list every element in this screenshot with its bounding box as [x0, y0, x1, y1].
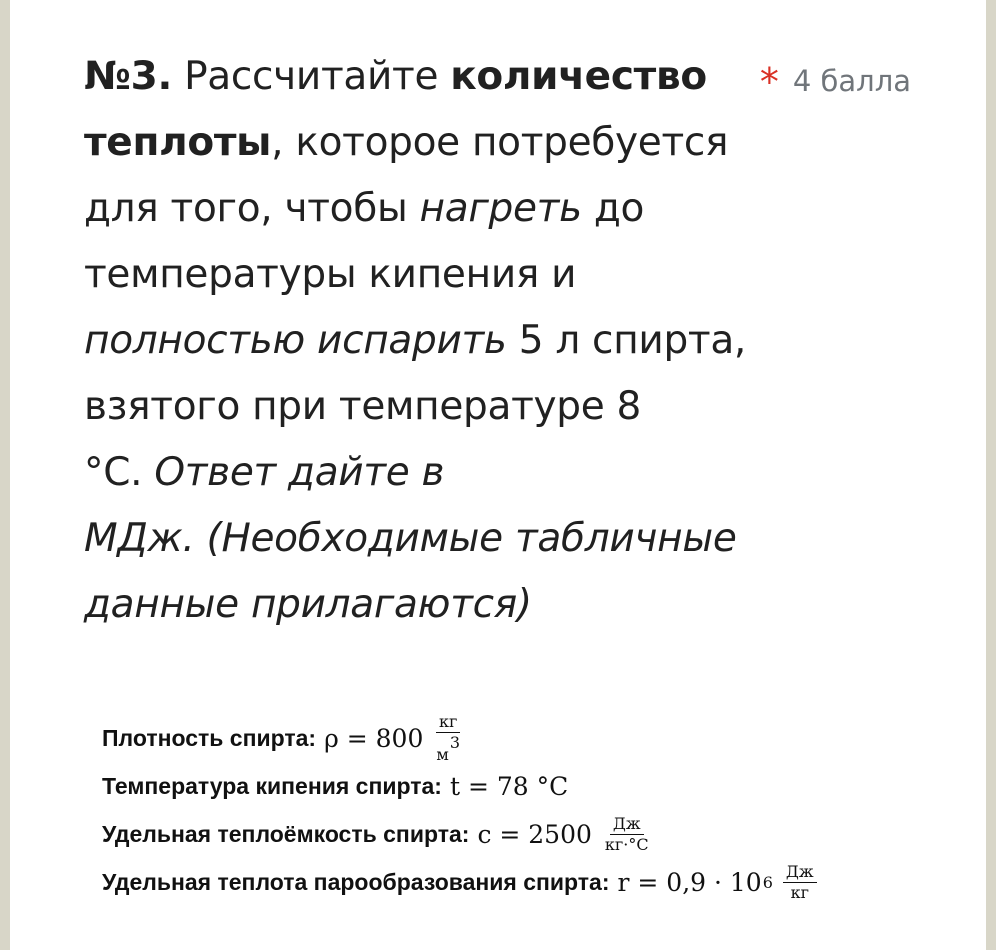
vaporization-label: Удельная теплота парообразования спирта: [102, 868, 610, 895]
question-segment: нагреть [419, 186, 582, 231]
heat-capacity-label: Удельная теплоёмкость спирта: [102, 820, 470, 847]
vaporization-formula [618, 863, 817, 902]
question-segment: , которое потребуется [271, 120, 729, 165]
density-unit-den: $м^3$ [436, 732, 460, 764]
density-formula [324, 713, 463, 764]
density-label: Плотность спирта: [102, 724, 317, 751]
heat-capacity-row [102, 810, 817, 858]
question-segment: количество [450, 54, 707, 99]
question-segment: полностью испарить [84, 318, 507, 363]
boiling-formula: t = 78 °C [449, 771, 569, 801]
question-card [10, 0, 986, 950]
question-segment: №3. [84, 54, 172, 99]
density-row [102, 711, 817, 764]
question-segment: температуры кипения и [84, 252, 577, 297]
vaporization-unit-den: кг [790, 882, 809, 902]
heat-capacity-unit [602, 815, 652, 854]
density-unit [433, 713, 463, 764]
points-label: 4 балла [792, 64, 911, 98]
question-line [84, 44, 784, 110]
question-text [84, 44, 784, 638]
points-indicator [760, 60, 911, 104]
question-segment: взятого при температуре 8 [84, 384, 642, 429]
question-line [84, 440, 784, 506]
density-expr: ρ = 800 [324, 723, 424, 753]
question-segment: Рассчитайте [171, 54, 451, 99]
question-line [84, 506, 784, 572]
vaporization-exp: 6 [762, 872, 773, 892]
question-line [84, 374, 784, 440]
question-segment: 5 л спирта, [506, 318, 747, 363]
question-line [84, 242, 784, 308]
vaporization-unit-num: Дж [783, 863, 817, 883]
question-line [84, 110, 784, 176]
question-segment: до [581, 186, 645, 231]
vaporization-expr: r = 0,9 · 10 [617, 867, 762, 897]
question-segment: Ответ дайте в [154, 450, 445, 495]
heat-capacity-expr: c = 2500 [477, 819, 592, 849]
question-line [84, 572, 784, 638]
question-line [84, 308, 784, 374]
question-segment: данные прилагаются) [84, 582, 532, 627]
question-segment: теплоты [84, 120, 272, 165]
vaporization-row [102, 858, 817, 906]
question-segment: °С. [84, 450, 155, 495]
heat-capacity-unit-num: Дж [610, 815, 644, 835]
vaporization-unit [783, 863, 817, 902]
question-line [84, 176, 784, 242]
question-segment: МДж. (Необходимые табличные [84, 516, 737, 561]
question-segment: для того, чтобы [84, 186, 420, 231]
heat-capacity-formula [477, 815, 651, 854]
reference-data [102, 711, 817, 906]
required-asterisk: * [759, 60, 779, 104]
density-unit-num: кг [436, 713, 460, 733]
heat-capacity-unit-den: кг·°С [604, 834, 649, 854]
boiling-row [102, 762, 817, 810]
boiling-label: Температура кипения спирта: [102, 772, 442, 799]
